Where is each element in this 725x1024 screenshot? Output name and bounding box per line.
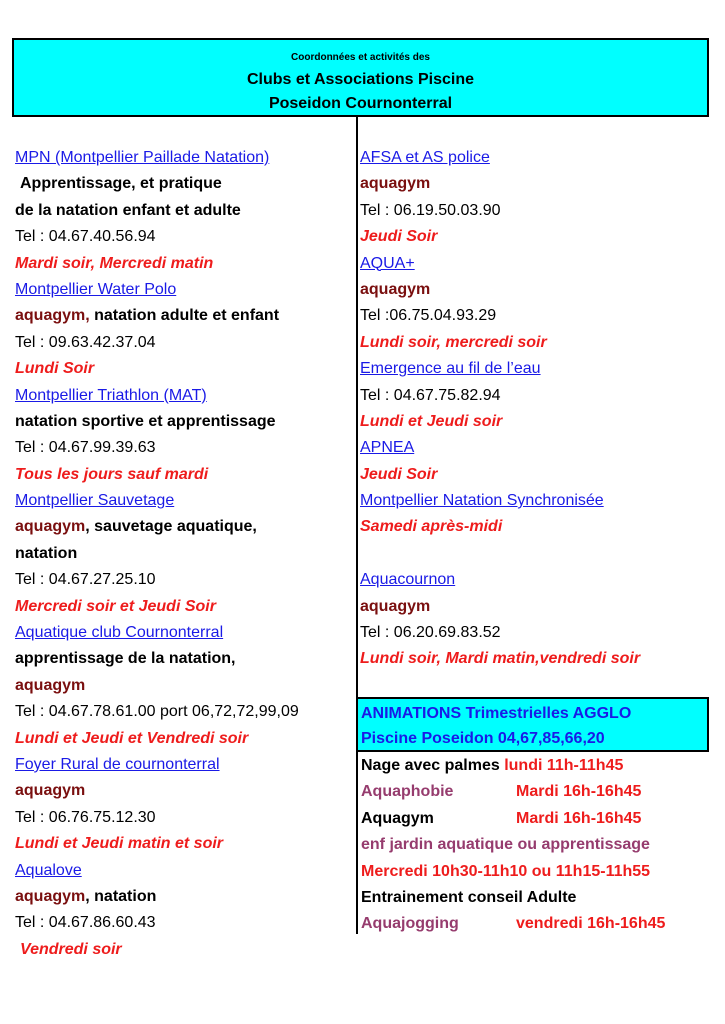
schedule-time: Mardi 16h-16h45 bbox=[516, 809, 642, 827]
club-mwp-act-a: aquagym, bbox=[15, 307, 90, 325]
club-ms-act-a: aquagym bbox=[15, 518, 86, 536]
schedule-label: Aquajogging bbox=[361, 915, 459, 933]
club-aqualove-act-b: , natation bbox=[85, 887, 157, 905]
header-title-line1: Clubs et Associations Piscine bbox=[246, 71, 475, 88]
schedule-row bbox=[361, 859, 711, 885]
schedule-time: lundi 11h-11h45 bbox=[504, 757, 624, 774]
spacer bbox=[360, 541, 710, 567]
schedule-row bbox=[361, 806, 711, 832]
club-ms-act-c: natation bbox=[15, 544, 78, 562]
club-emergence-time: Lundi et Jeudi soir bbox=[360, 412, 503, 430]
club-mat-desc: natation sportive et apprentissage bbox=[15, 412, 276, 430]
club-mpn-tel: Tel : 04.67.40.56.94 bbox=[15, 228, 156, 246]
club-afsa-link[interactable]: AFSA et AS police bbox=[360, 149, 490, 166]
club-mwp-act-b: natation adulte et enfant bbox=[89, 307, 280, 325]
club-aquaplus-time: Lundi soir, mercredi soir bbox=[360, 333, 547, 351]
schedule-row bbox=[361, 753, 711, 779]
animations-title2: Piscine Poseidon 04,67,85,66,20 bbox=[361, 730, 605, 747]
left-column bbox=[15, 145, 355, 963]
club-acc-time: Lundi et Jeudi et Vendredi soir bbox=[15, 729, 249, 747]
club-emergence-tel: Tel : 04.67.75.82.94 bbox=[360, 386, 501, 404]
header-title-line2: Poseidon Cournonterral bbox=[268, 95, 453, 112]
club-aquacournon-time: Lundi soir, Mardi matin,vendredi soir bbox=[360, 650, 641, 668]
schedule-label: Entrainement conseil Adulte bbox=[361, 888, 577, 906]
animations-title1: ANIMATIONS Trimestrielles AGGLO bbox=[361, 705, 632, 722]
club-mpn-desc2: de la natation enfant et adulte bbox=[15, 201, 241, 219]
club-ms-time: Mercredi soir et Jeudi Soir bbox=[15, 597, 216, 615]
club-frc-time: Lundi et Jeudi matin et soir bbox=[15, 835, 224, 853]
schedule-row bbox=[361, 911, 711, 937]
club-aqualove-act-a: aquagym bbox=[15, 887, 86, 905]
club-aqualove-time: Vendredi soir bbox=[20, 940, 122, 958]
club-aquacournon-link[interactable]: Aquacournon bbox=[360, 571, 456, 589]
club-mpn-link[interactable]: MPN (Montpellier Paillade Natation) bbox=[15, 149, 270, 166]
header-subtitle: Coordonnées et activités des bbox=[291, 52, 430, 63]
club-apnea-time: Jeudi Soir bbox=[360, 465, 438, 483]
club-frc-link[interactable]: Foyer Rural de cournonterral bbox=[15, 755, 220, 773]
club-mpn-time: Mardi soir, Mercredi matin bbox=[15, 254, 214, 272]
club-afsa-time: Jeudi Soir bbox=[360, 228, 438, 246]
club-aquaplus-tel: Tel :06.75.04.93.29 bbox=[360, 307, 497, 325]
club-mpn-desc1: Apprentissage, et pratique bbox=[20, 175, 222, 193]
club-frc-act: aquagym bbox=[15, 782, 86, 800]
schedule-row bbox=[361, 885, 711, 911]
club-aqualove-link[interactable]: Aqualove bbox=[15, 861, 82, 879]
club-mns-time: Samedi après-midi bbox=[360, 518, 503, 536]
club-aquacournon-tel: Tel : 06.20.69.83.52 bbox=[360, 624, 501, 642]
club-acc-tel: Tel : 04.67.78.61.00 port 06,72,72,99,09 bbox=[15, 703, 299, 721]
club-acc-link[interactable]: Aquatique club Cournonterral bbox=[15, 624, 224, 642]
club-mat-time: Tous les jours sauf mardi bbox=[15, 465, 209, 483]
schedule-label: enf jardin aquatique ou apprentissage bbox=[361, 836, 650, 854]
club-ms-tel: Tel : 04.67.27.25.10 bbox=[15, 571, 156, 589]
club-mwp-tel: Tel : 09.63.42.37.04 bbox=[15, 333, 156, 351]
schedule-label: Aquaphobie bbox=[361, 783, 454, 801]
club-frc-tel: Tel : 06.76.75.12.30 bbox=[15, 808, 156, 826]
club-acc-desc: apprentissage de la natation, bbox=[15, 650, 236, 668]
animations-schedule bbox=[361, 753, 711, 938]
club-afsa-tel: Tel : 06.19.50.03.90 bbox=[360, 201, 501, 219]
club-ms-act-b: , sauvetage aquatique, bbox=[85, 518, 257, 536]
right-column bbox=[360, 145, 710, 673]
club-mat-link[interactable]: Montpellier Triathlon (MAT) bbox=[15, 386, 207, 404]
schedule-label: Nage avec palmes bbox=[361, 757, 505, 774]
club-acc-act: aquagym bbox=[15, 676, 86, 694]
title-box bbox=[12, 38, 709, 117]
schedule-row bbox=[361, 779, 711, 805]
schedule-time: Mardi 16h-16h45 bbox=[516, 783, 642, 801]
club-apnea-link[interactable]: APNEA bbox=[360, 439, 415, 457]
club-aquaplus-act: aquagym bbox=[360, 280, 431, 298]
schedule-time: vendredi 16h-16h45 bbox=[516, 915, 666, 933]
club-mwp-time: Lundi Soir bbox=[15, 360, 95, 378]
schedule-time: Mercredi 10h30-11h10 ou 11h15-11h55 bbox=[361, 862, 651, 880]
club-emergence-link[interactable]: Emergence au fil de l’eau bbox=[360, 360, 541, 378]
column-divider bbox=[356, 117, 358, 934]
club-aquaplus-link[interactable]: AQUA+ bbox=[360, 254, 415, 272]
schedule-row bbox=[361, 832, 711, 858]
club-afsa-act: aquagym bbox=[360, 175, 431, 193]
schedule-label: Aquagym bbox=[361, 809, 434, 827]
club-mwp-link[interactable]: Montpellier Water Polo bbox=[15, 280, 177, 298]
animations-box bbox=[358, 697, 709, 752]
club-aquacournon-act: aquagym bbox=[360, 597, 431, 615]
club-aqualove-tel: Tel : 04.67.86.60.43 bbox=[15, 914, 156, 932]
club-mns-link[interactable]: Montpellier Natation Synchronisée bbox=[360, 492, 604, 510]
club-ms-link[interactable]: Montpellier Sauvetage bbox=[15, 492, 175, 510]
club-mat-tel: Tel : 04.67.99.39.63 bbox=[15, 439, 156, 457]
